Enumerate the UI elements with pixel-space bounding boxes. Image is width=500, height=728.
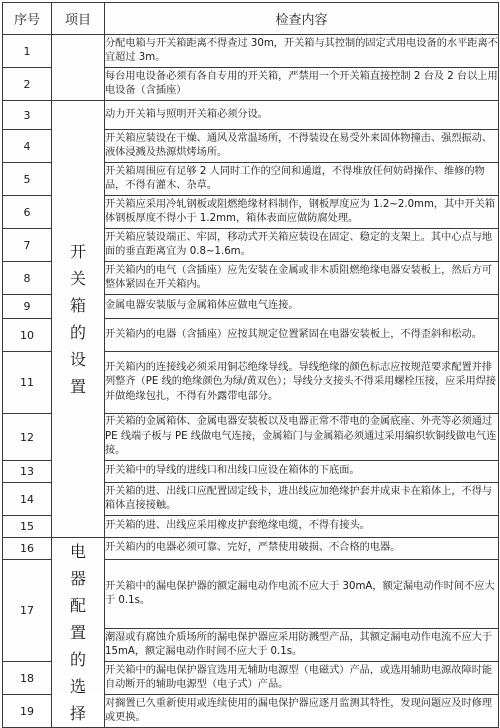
row-number: 17	[3, 560, 52, 662]
row-number: 4	[3, 130, 52, 163]
row-content: 开关箱的金属箱体、金属电器安装板以及电器正常不带电的金属底座、外壳等必须通过 PE 线端子板与 PE 线做电气连接，金属箱门与金属箱必须通过采用编织软铜线做电气连接。	[105, 414, 499, 461]
row-content: 开关箱的进、出线应采用橡皮护套绝缘电缆，不得有接头。	[105, 516, 499, 538]
row-content: 开关箱中的漏电保护器的额定漏电动作电流不应大于 30mA，额定漏电动作时间不应大于 0.1s。	[105, 560, 499, 629]
row-number: 11	[3, 352, 52, 414]
row-number: 3	[3, 101, 52, 130]
row-number: 14	[3, 483, 52, 516]
group-label-device-selection	[52, 538, 105, 728]
group-label-text: 开关箱的设置	[69, 242, 86, 396]
inspection-table	[2, 2, 499, 728]
table-row	[3, 35, 499, 68]
row-content: 开关箱应装设在干燥、通风及常温场所，不得装设在易受外来固体物撞击、强烈振动、液体浸溅及热源烘烤场所。	[105, 130, 499, 163]
row-content: 开关箱周围应有足够 2 人同时工作的空间和通道，不得堆放任何妨碍操作、维修的物品，不得有灌木、杂草。	[105, 163, 499, 196]
header-item: 项目	[52, 3, 105, 35]
row-content: 开关箱内的电器（含插座）应按其规定位置紧固在电器安装板上，不得歪斜和松动。	[105, 319, 499, 352]
row-number: 1	[3, 35, 52, 68]
row-number: 13	[3, 461, 52, 483]
row-content: 开关箱中的漏电保护器宜选用无辅助电源型（电磁式）产品，或选用辅助电源故障时能自动断开的辅助电源型（电子式）产品。	[105, 662, 499, 695]
row-content: 开关箱应采用冷轧钢板或阻燃绝缘材料制作，钢板厚度应为 1.2~2.0mm，其中开关箱体钢板厚度不得小于 1.2mm，箱体表面应做防腐处理。	[105, 196, 499, 229]
item-blank	[52, 35, 105, 101]
row-number: 6	[3, 196, 52, 229]
row-content: 分配电箱与开关箱距离不得查过 30m，开关箱与其控制的固定式用电设备的水平距离不宜超过 3m。	[105, 35, 499, 68]
row-content: 开关箱内的连接线必须采用铜芯绝缘导线。导线绝缘的颜色标志应按规范要求配置并排列整齐（PE 线的绝缘颜色为绿/黄双色）；导线分支接头不得采用螺栓压接，应采用焊接并做绝缘包扎，不得有外露带电部分。	[105, 352, 499, 414]
row-number: 16	[3, 538, 52, 560]
row-content: 开关箱的进、出线口应配置固定线卡，进出线应加绝缘护套并成束卡在箱体上，不得与箱体直接接触。	[105, 483, 499, 516]
header-content: 检查内容	[105, 3, 499, 35]
table-row	[3, 538, 499, 560]
row-content: 开关箱应装设端正、牢固，移动式开关箱应装设在固定、稳定的支架上。其中心点与地面的垂直距离宜为 0.8~1.6m。	[105, 229, 499, 262]
row-content: 金属电器安装版与金属箱体应做电气连接。	[105, 295, 499, 319]
row-content: 开关箱中的导线的进线口和出线口应设在箱体的下底面。	[105, 461, 499, 483]
row-number: 12	[3, 414, 52, 461]
header-no: 序号	[3, 3, 52, 35]
row-number: 2	[3, 68, 52, 101]
row-content: 对搁置已久重新使用或连续使用的漏电保护器应逐月监测其特性，发现问题应及时修理或更换。	[105, 695, 499, 728]
row-content: 开关箱内的电气（含插座）应先安装在金属或非木质阻燃绝缘电器安装板上，然后方可整体紧固在开关箱内。	[105, 262, 499, 295]
table-header-row	[3, 3, 499, 35]
row-number: 10	[3, 319, 52, 352]
row-number: 7	[3, 229, 52, 262]
row-number: 8	[3, 262, 52, 295]
group-label-box-setup	[52, 101, 105, 538]
row-content: 动力开关箱与照明开关箱必须分设。	[105, 101, 499, 130]
row-number: 19	[3, 695, 52, 728]
row-content: 开关箱内的电器必须可靠、完好，严禁使用破损、不合格的电器。	[105, 538, 499, 560]
row-number: 15	[3, 516, 52, 538]
row-number: 9	[3, 295, 52, 319]
row-number: 18	[3, 662, 52, 695]
group-label-text: 电器配置的选择	[69, 542, 86, 723]
table-row	[3, 101, 499, 130]
row-content: 潮湿或有腐蚀介质场所的漏电保护器应采用防溅型产品，其额定漏电动作电流不应大于 15mA，额定漏电动作时间不应大于 0.1s。	[105, 629, 499, 662]
row-content: 每台用电设备必须有各自专用的开关箱，严禁用一个开关箱直接控制 2 台及 2 台以上用电设备（含插座）	[105, 68, 499, 101]
row-number: 5	[3, 163, 52, 196]
